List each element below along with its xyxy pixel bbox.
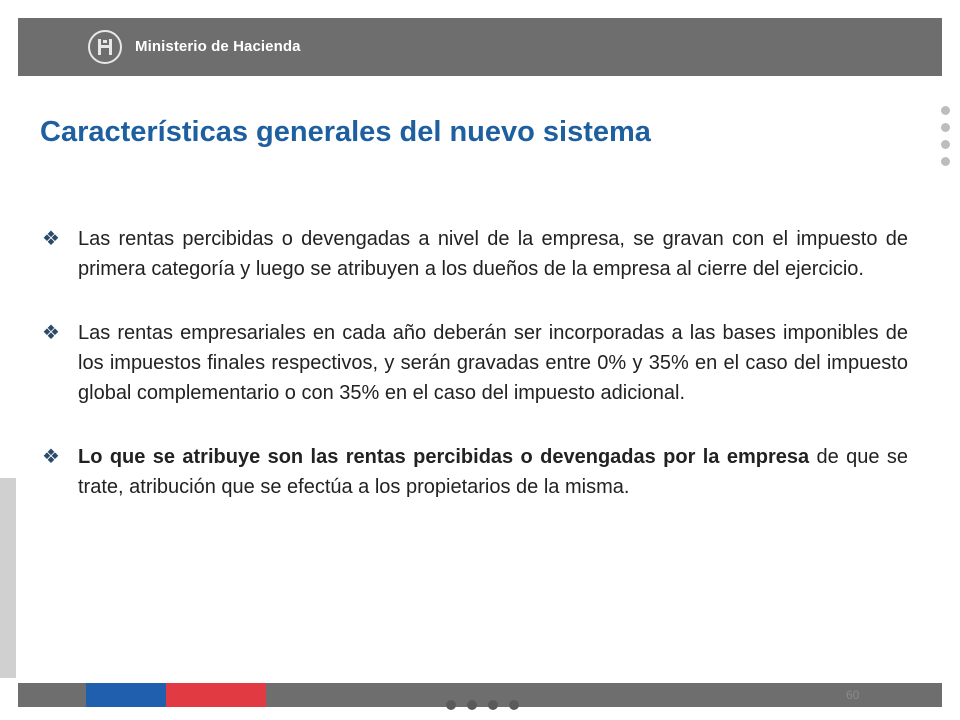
- side-dot: [941, 123, 950, 132]
- hacienda-seal-glyph: [94, 36, 116, 58]
- side-dot: [941, 157, 950, 166]
- side-dot: [941, 106, 950, 115]
- flag-stripe-blue: [86, 683, 166, 707]
- diamond-star-icon: ❖: [42, 228, 60, 250]
- side-dots-decoration: [941, 106, 953, 174]
- flag-stripe-red: [166, 683, 266, 707]
- footer-dot: [488, 700, 498, 710]
- footer-dots-decoration: [446, 700, 530, 710]
- bullet-text: de que se trate, atribución que se efectúa a los propietarios de la misma.: [78, 446, 908, 498]
- diamond-star-icon: ❖: [42, 446, 60, 468]
- footer-dot: [446, 700, 456, 710]
- bullet-text: Las rentas empresariales en cada año deberán ser incorporadas a las bases imponibles de los impuestos finales respectivos, y serán gravadas entre 0% y 35% en el caso del impuesto global complementario o con 35% en el caso del impuesto adicional.: [78, 322, 908, 404]
- footer-dot: [509, 700, 519, 710]
- left-edge-decoration: [0, 478, 16, 678]
- bullet-item: [42, 442, 908, 502]
- slide-title: Características generales del nuevo sistema: [40, 116, 651, 148]
- bullet-list: [42, 224, 908, 536]
- footer-dot: [467, 700, 477, 710]
- bullet-item: [42, 224, 908, 284]
- bullet-item: [42, 318, 908, 408]
- hacienda-seal-icon: [88, 30, 122, 64]
- bullet-text: Las rentas percibidas o devengadas a nivel de la empresa, se gravan con el impuesto de primera categoría y luego se atribuyen a los dueños de la empresa al cierre del ejercicio.: [78, 228, 908, 280]
- brand-name: Ministerio de Hacienda: [135, 38, 301, 55]
- diamond-star-icon: ❖: [42, 322, 60, 344]
- bullet-bold-text: Lo que se atribuye son las rentas percibidas o devengadas por la empresa: [78, 446, 810, 468]
- page-number: 60: [846, 688, 860, 702]
- side-dot: [941, 140, 950, 149]
